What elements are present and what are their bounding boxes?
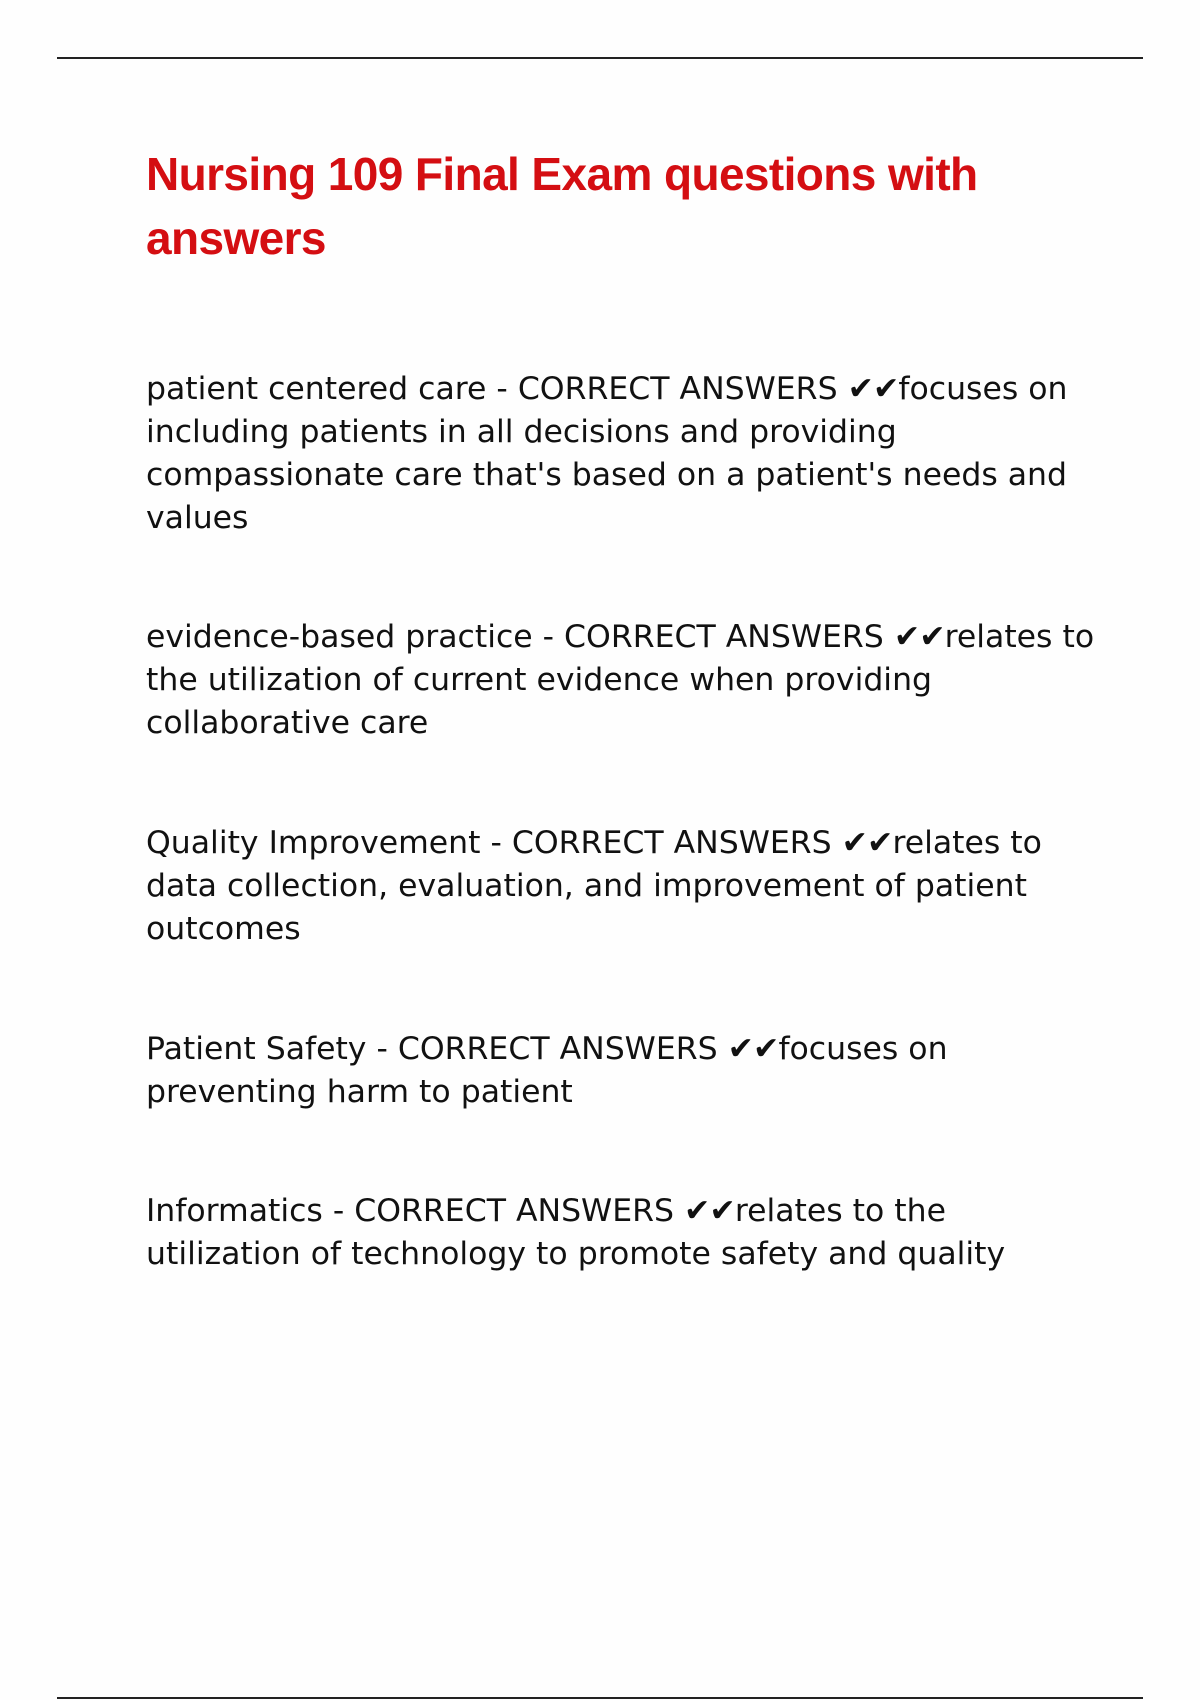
qa-separator: - CORRECT ANSWERS bbox=[366, 1031, 728, 1067]
qa-definition: relates to data collection, evaluation, and improvement of patient outcomes bbox=[146, 825, 1042, 947]
double-check-icon: ✔✔ bbox=[847, 371, 899, 407]
qa-separator: - CORRECT ANSWERS bbox=[532, 619, 894, 655]
qa-term: evidence-based practice bbox=[146, 619, 533, 655]
qa-separator: - CORRECT ANSWERS bbox=[322, 1193, 685, 1229]
qa-definition: relates to the utilization of current evidence when providing collaborative care bbox=[146, 619, 1095, 741]
double-check-icon: ✔✔ bbox=[684, 1193, 735, 1229]
qa-definition: focuses on including patients in all decisions and providing compassionate care that's based on a patient's needs and values bbox=[146, 371, 1068, 536]
qa-separator: - CORRECT ANSWERS bbox=[486, 371, 848, 407]
qa-term: Informatics bbox=[146, 1193, 323, 1229]
qa-separator: - CORRECT ANSWERS bbox=[480, 825, 842, 861]
qa-item-informatics bbox=[146, 1190, 1106, 1276]
double-check-icon: ✔✔ bbox=[893, 619, 945, 655]
qa-item-patient-safety bbox=[146, 1028, 1106, 1114]
qa-item-patient-centered-care bbox=[146, 368, 1106, 540]
qa-definition: focuses on preventing harm to patient bbox=[146, 1031, 948, 1110]
qa-definition: relates to the utilization of technology to promote safety and quality bbox=[146, 1193, 1006, 1272]
qa-term: patient centered care bbox=[146, 371, 487, 407]
header-rule bbox=[57, 57, 1143, 59]
qa-term: Quality Improvement bbox=[146, 825, 481, 861]
double-check-icon: ✔✔ bbox=[841, 825, 893, 861]
footer-rule bbox=[57, 1697, 1143, 1699]
qa-item-evidence-based-practice bbox=[146, 616, 1106, 745]
qa-item-quality-improvement bbox=[146, 822, 1106, 951]
qa-term: Patient Safety bbox=[146, 1031, 367, 1067]
double-check-icon: ✔✔ bbox=[727, 1031, 779, 1067]
document-title: Nursing 109 Final Exam questions with answers bbox=[146, 148, 978, 264]
